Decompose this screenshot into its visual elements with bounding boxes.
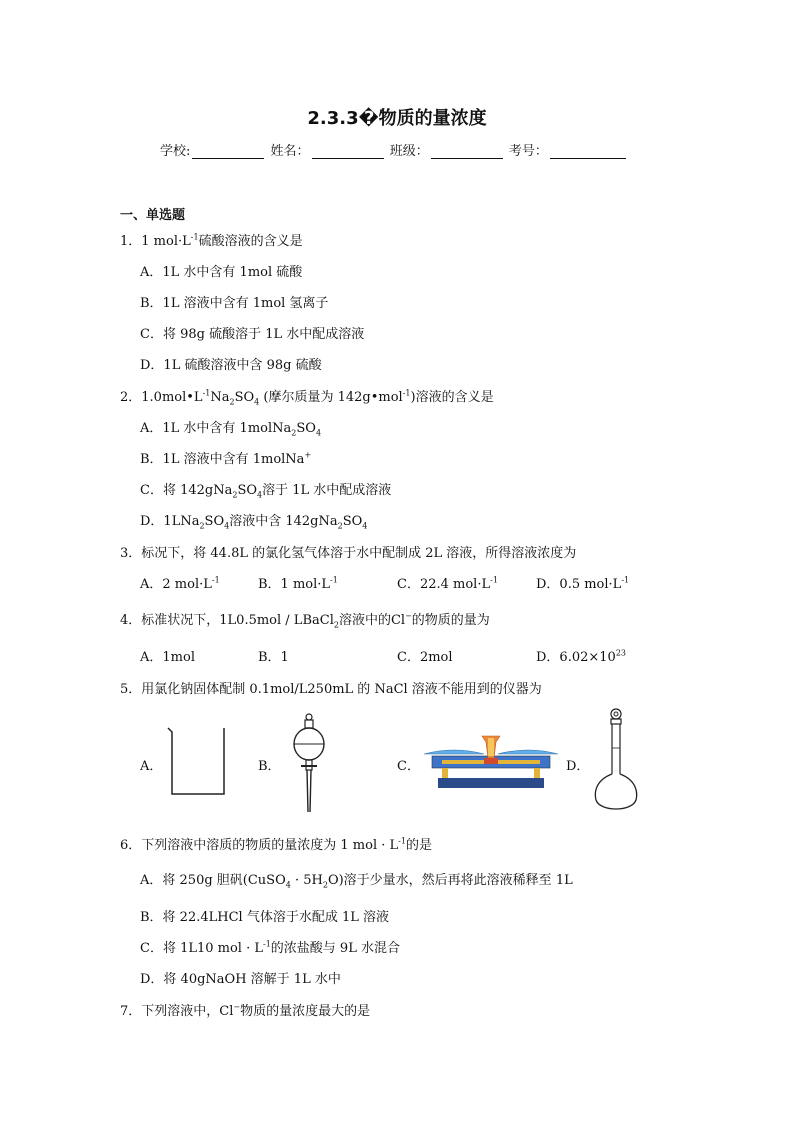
question-2-option-c: C．将 $142gNa_2SO_4$溶于 1L 水中配成溶液	[140, 483, 392, 500]
beaker-icon	[166, 724, 228, 798]
question-4-option-b: B．1	[258, 650, 289, 665]
question-2-stem: 2．$1.0mol•L^{-1}Na_2SO_4$ (摩尔质量为 142g•mol$^{-1}$)溶液的含义是	[120, 388, 494, 407]
question-2-option-b: B．1L 溶液中含有 1molNa+	[140, 450, 312, 467]
question-2-option-a: A．1L 水中含有 $1molNa_2SO_4$	[140, 421, 322, 438]
question-1-option-d: D．1L 硫酸溶液中含 98g 硫酸	[140, 358, 322, 373]
school-blank	[192, 144, 264, 159]
question-6-option-a: A．将 250g 胆矾(CuSO$_4$ · $5H_2O$)溶于少量水，然后再将此溶液稀释至 1L	[140, 873, 573, 890]
question-3-stem: 3．标况下，将 44.8L 的氯化氢气体溶于水中配制成 2L 溶液，所得溶液浓度为	[120, 546, 577, 561]
question-4-option-d: D．$6.02\times 10^{23}$	[536, 648, 626, 665]
question-4-option-c: C．2mol	[397, 650, 453, 665]
question-1-option-a: A．1L 水中含有 1mol 硫酸	[140, 265, 303, 280]
question-5-option-d-label: D．	[566, 759, 590, 774]
section-heading: 一、单选题	[120, 208, 186, 223]
question-6-stem: 6．下列溶液中溶质的物质的量浓度为 1 mol · $L^{-1}$的是	[120, 836, 432, 853]
question-1-stem: 1．1 $mol\cdot L^{-1}$硫酸溶液的含义是	[120, 232, 303, 249]
name-blank	[312, 144, 384, 159]
question-3-option-b: B．1 $mol\cdot L^{-1}$	[258, 575, 338, 592]
class-label: 班级：	[389, 144, 429, 159]
question-4-option-a: A．1mol	[140, 650, 195, 665]
question-3-option-c: C．22.4 $mol\cdot L^{-1}$	[397, 575, 498, 592]
volumetric-flask-icon	[592, 708, 640, 816]
question-2-option-d: D．$1LNa_2SO_4$溶液中含 $142gNa_2SO_4$	[140, 514, 368, 531]
question-7-stem: 7．下列溶液中，Cl−物质的量浓度最大的是	[120, 1002, 371, 1019]
number-blank	[550, 144, 626, 159]
question-5-option-b-label: B．	[258, 759, 281, 774]
page-title: 2.3.3�物质的量浓度	[307, 108, 487, 129]
class-blank	[431, 144, 503, 159]
question-5-stem: 5．用氯化钠固体配制 0.1mol/L250mL 的 NaCl 溶液不能用到的仪器为	[120, 682, 542, 697]
question-5-option-a-label: A．	[140, 759, 163, 774]
separatory-funnel-icon	[290, 712, 328, 814]
question-3-option-a: A．2 $mol\cdot L^{-1}$	[140, 575, 220, 592]
balance-scale-icon	[424, 732, 558, 790]
question-1-option-b: B．1L 溶液中含有 1mol 氢离子	[140, 296, 329, 311]
question-3-option-d: D．0.5 $mol\cdot L^{-1}$	[536, 575, 630, 592]
question-4-stem: 4．标准状况下，1L0.5mol / LBaCl$_2$溶液中的Cl−的物质的量为	[120, 611, 490, 630]
name-label: 姓名：	[270, 144, 310, 159]
question-6-option-d: D．将 40gNaOH 溶解于 1L 水中	[140, 972, 341, 987]
question-1-option-c: C．将 98g 硫酸溶于 1L 水中配成溶液	[140, 327, 365, 342]
question-5-option-c-label: C．	[397, 759, 420, 774]
school-label: 学校:	[160, 144, 191, 159]
question-6-option-c: C．将 1L10 mol · $L^{-1}$的浓盐酸与 9L 水混合	[140, 939, 400, 956]
student-info-line	[160, 140, 628, 159]
question-6-option-b: B．将 22.4LHCl 气体溶于水配成 1L 溶液	[140, 910, 390, 925]
number-label: 考号：	[508, 144, 548, 159]
